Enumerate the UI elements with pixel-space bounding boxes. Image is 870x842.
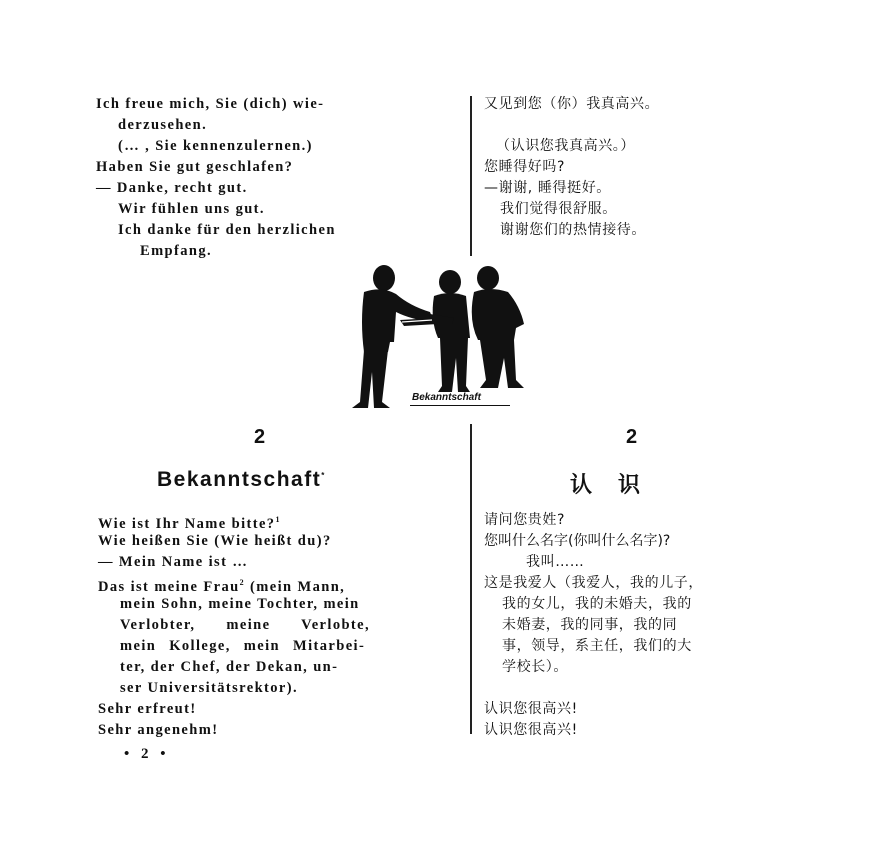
text-line: — Danke, recht gut.: [96, 180, 248, 196]
text-line: —谢谢, 睡得挺好。: [484, 180, 611, 196]
text-line: Empfang.: [140, 243, 213, 259]
text-line: derzusehen.: [118, 117, 208, 133]
text-line: Haben Sie gut geschlafen?: [96, 159, 294, 175]
line-text: Wie ist Ihr Name bitte?: [98, 515, 276, 532]
column-divider: [470, 96, 472, 256]
text-line: ter, der Chef, der Dekan, un-: [120, 659, 339, 675]
text-line: 我们觉得很舒服。: [500, 201, 617, 217]
person-figure: [428, 270, 470, 392]
text-line: Ich freue mich, Sie (dich) wie-: [96, 96, 325, 112]
column-divider: [470, 424, 472, 734]
text-line: 认识您很高兴!: [484, 722, 578, 738]
illustration: [330, 262, 550, 412]
page-number: • 2 •: [124, 746, 170, 762]
text-line: (… , Sie kennenzulernen.): [118, 138, 313, 154]
text-line: 又见到您（你）我真高兴。: [484, 96, 660, 112]
text-line: Wir fühlen uns gut.: [118, 201, 265, 217]
text-line: 学校长）。: [502, 659, 568, 675]
person-figure: [352, 265, 434, 408]
footnote-mark: 1: [275, 515, 281, 524]
illustration-caption: Bekanntschaft: [412, 392, 481, 403]
text-line: 这是我爱人（我爱人，我的儿子，: [484, 575, 703, 591]
text-line: mein Kollege, mein Mitarbei-: [120, 638, 366, 654]
line-text: (mein Mann,: [250, 578, 346, 595]
text-line: ser Universitätsrektor).: [120, 680, 299, 696]
text-line: 请问您贵姓?: [484, 512, 566, 528]
text-line: 谢谢您们的热情接待。: [500, 222, 646, 238]
section-number: 2: [626, 426, 638, 448]
text-line: Sehr erfreut!: [98, 701, 197, 717]
heading-text: Bekanntschaft: [157, 468, 322, 491]
text-line: （认识您我真高兴。）: [496, 138, 635, 154]
text-line: Ich danke für den herzlichen: [118, 222, 336, 238]
text-line: 未婚妻，我的同事，我的同: [502, 617, 678, 633]
text-line: 我的女儿，我的未婚夫，我的: [502, 596, 692, 612]
people-meeting-illustration: [330, 262, 550, 412]
text-line: Verlobter, meine Verlobte,: [120, 617, 371, 633]
page-number-text: 2: [141, 746, 153, 762]
text-line: 我叫……: [526, 554, 585, 570]
line-text: Das ist meine Frau: [98, 578, 240, 595]
section-heading-german: [157, 468, 326, 492]
text-line: Sehr angenehm!: [98, 722, 219, 738]
text-line: 您睡得好吗?: [484, 159, 566, 175]
text-line: mein Sohn, meine Tochter, mein: [120, 596, 360, 612]
footnote-mark: *: [321, 471, 326, 480]
text-line: Wie heißen Sie (Wie heißt du)?: [98, 533, 332, 549]
text-line: — Mein Name ist …: [98, 554, 249, 570]
section-number: 2: [254, 426, 266, 448]
person-figure: [472, 266, 524, 388]
text-line: 认识您很高兴!: [484, 701, 578, 717]
section-heading-chinese: 认识: [570, 473, 667, 498]
text-line: 您叫什么名字(你叫什么名字)?: [484, 533, 671, 549]
text-line: 事，领导，系主任，我们的大: [502, 638, 692, 654]
footnote-mark: 2: [239, 578, 245, 587]
caption-underline: [410, 405, 510, 406]
